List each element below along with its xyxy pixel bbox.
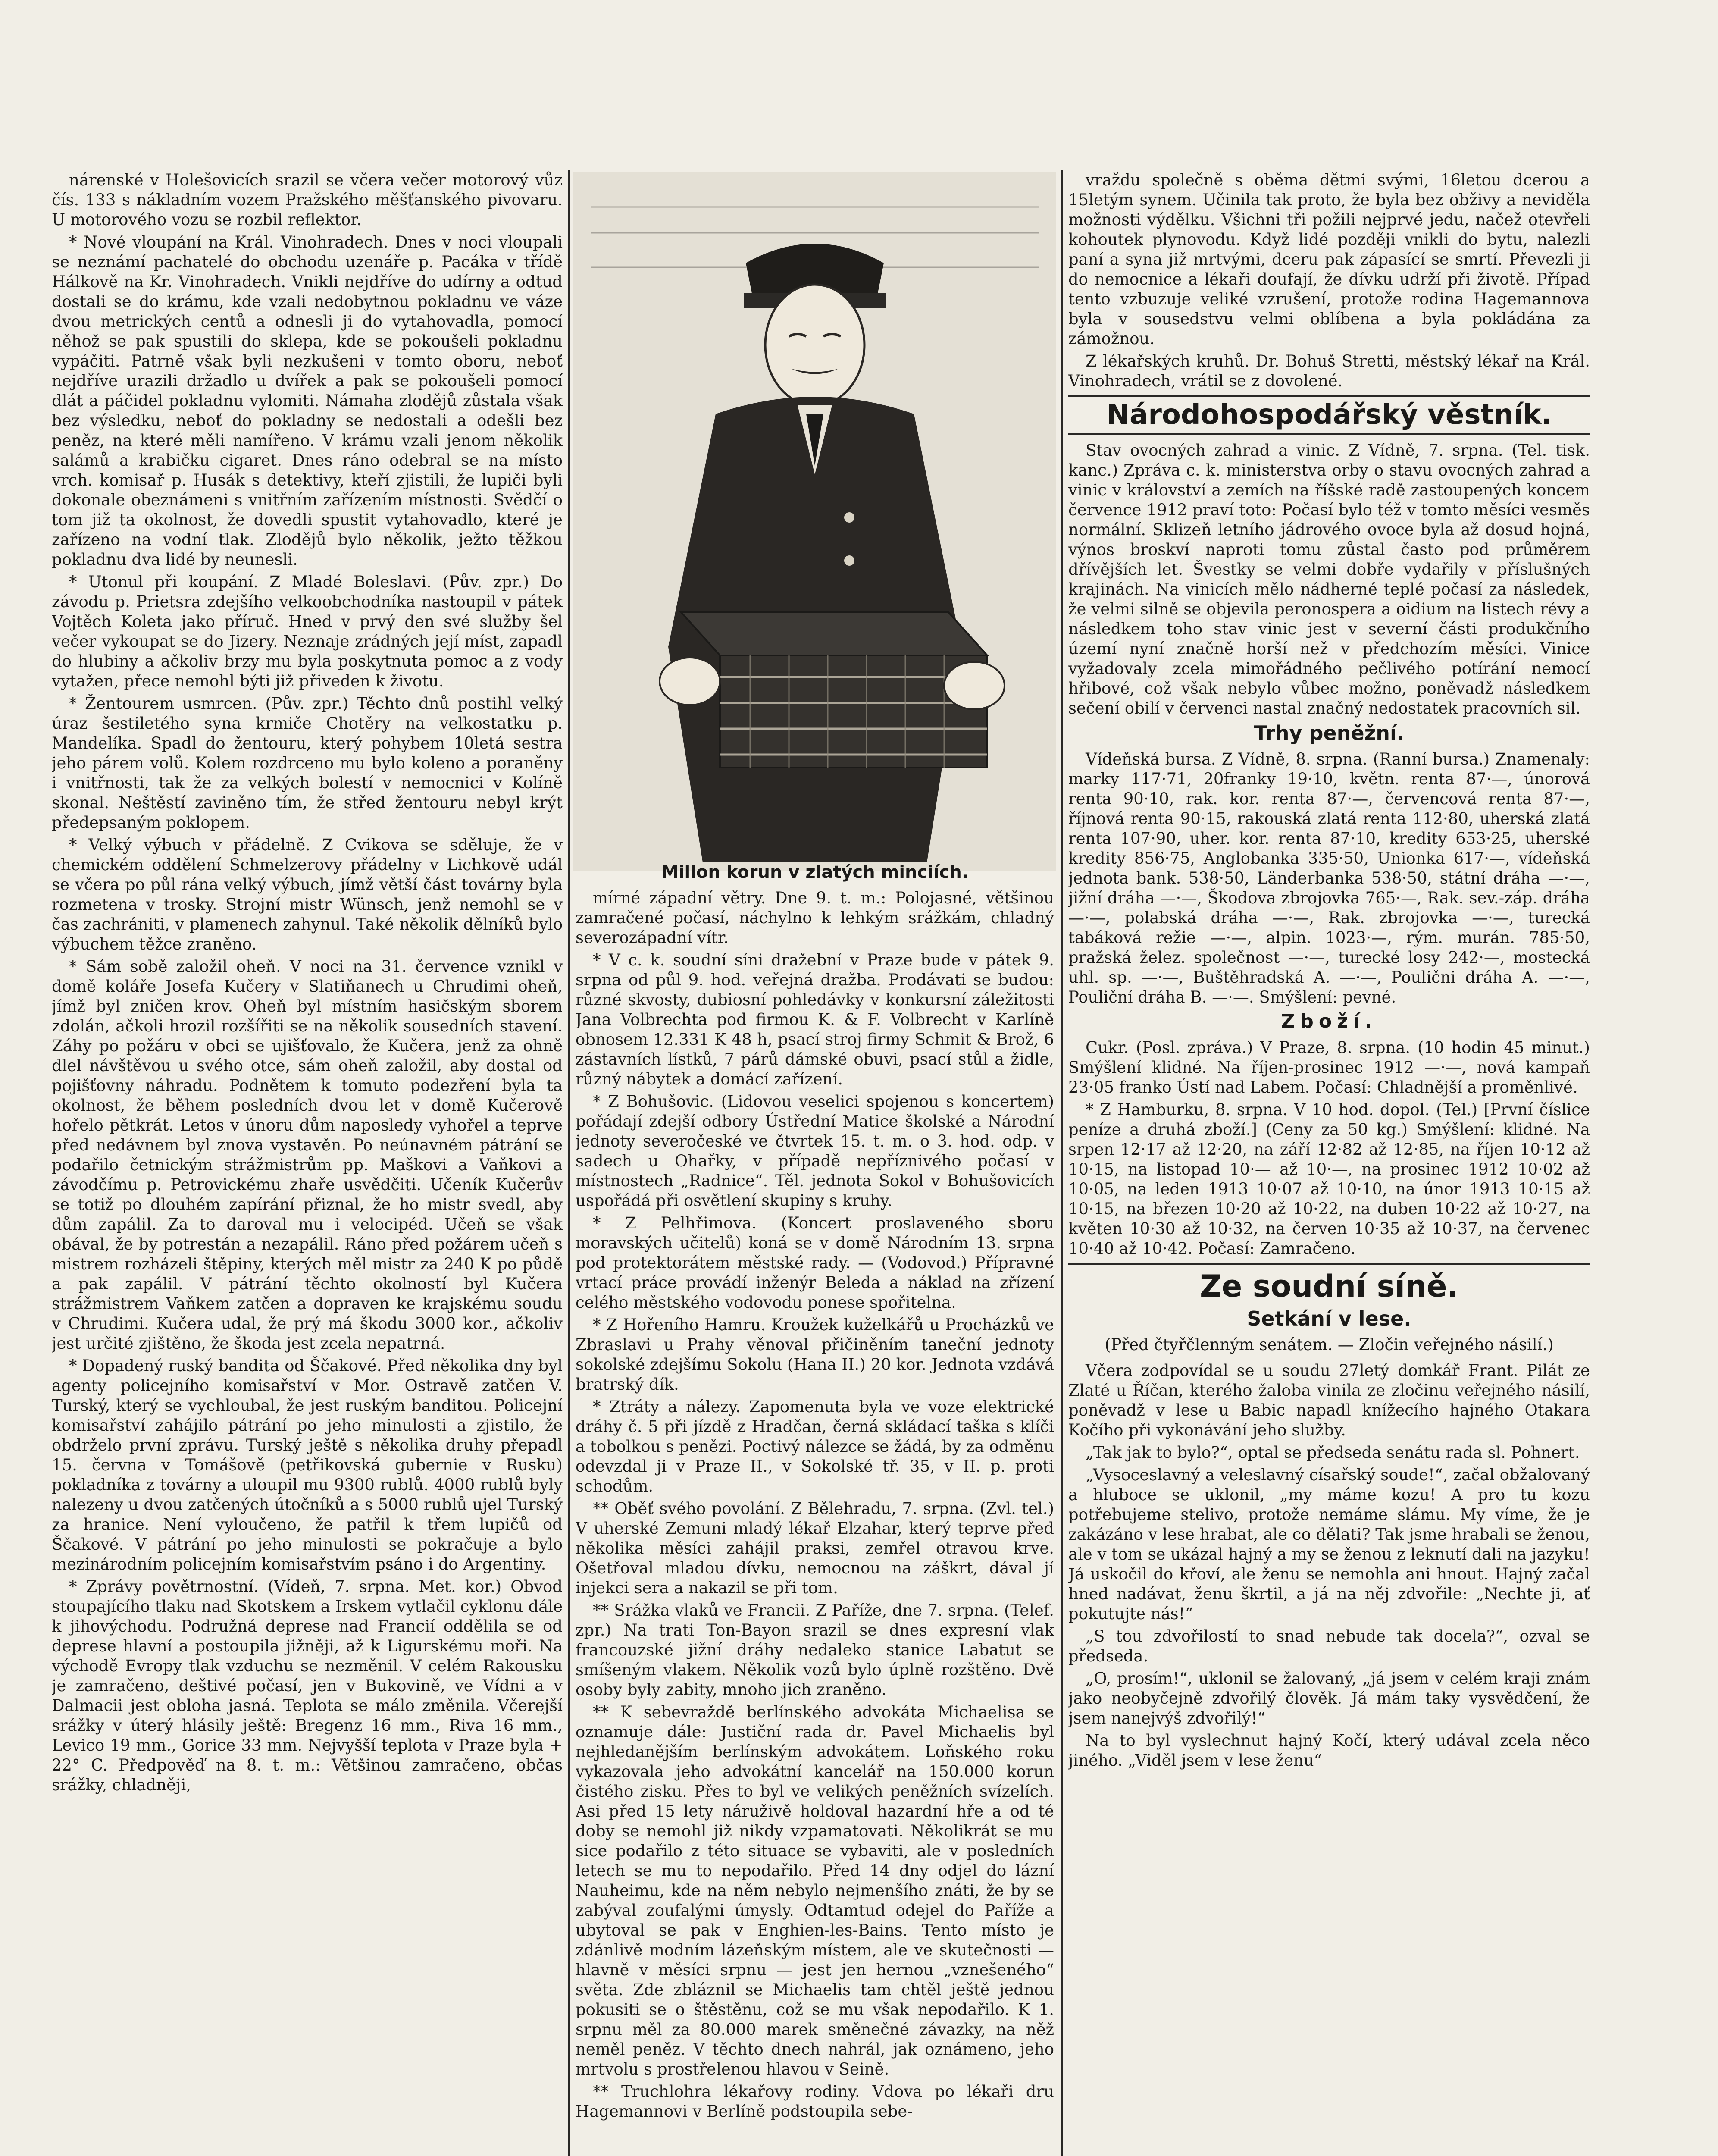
article-paragraph: * Z Hořeního Hamru. Kroužek kuželkářů u Procházků ve Zbraslavi u Prahy věnoval přičiněním taneční jednoty sokolské zdejšímu Sokolu (Hana II.) 20 kor. Jednota vzdává bratrský dík. (576, 1316, 1054, 1394)
section-title-court: Ze soudní síně. (1068, 1263, 1590, 1303)
article-paragraph: ** Truchlohra lékařovy rodiny. Vdova po lékaři dru Hagemannovi v Berlíně podstoupila sebe- (576, 2082, 1054, 2121)
article-paragraph: * Z Bohušovic. (Lidovou veselici spojenou s koncertem) pořádají zdejší odbory Ústřední Matice školské a Národní jednoty severočeské ve čtvrtek 15. t. m. o 3. hod. odp. v sadech u Ohařky, v případě nepříznivého počasí v místnostech „Radnice“. Těl. jednota Sokol v Bohušovicích uspořádá při osvětlení skupiny s kruhy. (576, 1092, 1054, 1210)
court-subtitle: (Před čtyřčlenným senátem. — Zločin veřejného násilí.) (1105, 1335, 1554, 1354)
article-paragraph: Vídeňská bursa. Z Vídně, 8. srpna. (Ranní bursa.) Znamenaly: marky 117·71, 20franky 19·10, květn. renta 87·—, únorová renta 90·10, rak. kor. renta 87·—, červencová renta 87·—, říjnová renta 90·15, rakouská zlatá renta 112·80, uherská zlatá renta 107·90, uher. kor. renta 87·10, kredity 653·25, uherské kredity 856·75, Anglobanka 335·50, Unionka 617·—, vídeňská jednota bank. 538·50, Länderbanka 538·50, státní dráha —·—, jižní dráha —·—, Škodova zbrojovka 765·—, Rak. sev.-záp. dráha —·—, polabská dráha —·—, Rak. zbrojovka —·—, turecká tabáková režie —·—, alpin. 1023·—, rým. murán. 785·50, pražská želez. společnost —·—, turecké losy 242·—, mostecká uhl. sp. —·—, Buštěhradská A. —·—, Poulični dráha A. —·—, Pouliční dráha B. —·—. Smýšlení: pevné. (1068, 750, 1590, 1007)
article-paragraph: * V c. k. soudní síni dražební v Praze bude v pátek 9. srpna od půl 9. hod. veřejná dražba. Prodávati se budou: různé skvosty, dubiosní pohledávky v konkursní záležitosti Jana Volbrechta pod firmou K. & F. Volbrecht v Karlíně obnosem 12.331 K 48 h, psací stroj firmy Schmit & Brož, 6 zástavních lístků, 7 párů dámské obuvi, psací stůl a židle, různý nábytek a domácí zařízení. (576, 951, 1054, 1088)
heading-court-case: Setkání v lese. (1247, 1307, 1411, 1331)
article-paragraph: * Z Pelhřimova. (Koncert proslaveného sboru moravských učitelů) koná se v domě Národním 13. srpna pod protektorátem městské rady. — (Vodovod.) Přípravné vrtací práce provádí inženýr Beleda a náklad na zřízení celého městského vodovodu ponese spořitelna. (576, 1214, 1054, 1312)
article-paragraph: Cukr. (Posl. zpráva.) V Praze, 8. srpna. (10 hodin 45 minut.) Smýšlení klidné. Na říjen-prosinec 1912 —·—, nová kampaň 23·05 franko Ústí nad Labem. Počasí: Chladnější a proměnlivé. (1068, 1038, 1590, 1097)
article-paragraph: * Ztráty a nálezy. Zapomenuta byla ve voze elektrické dráhy č. 5 při jízdě z Hradčan, černá skládací taška s klíči a tobolkou s penězi. Poctivý nálezce se žádá, by za odměnu odevzdal ji v Praze II., v Sokolské tř. 35, v II. p. proti schodům. (576, 1398, 1054, 1495)
article-paragraph: „Tak jak to bylo?“, optal se předseda senátu rada sl. Pohnert. (1086, 1443, 1580, 1462)
article-paragraph: * Utonul při koupání. Z Mladé Boleslavi. (Pův. zpr.) Do závodu p. Prietsra zdejšího velkoobchodníka nastoupil v pátek Vojtěch Koleta jako příruč. Hned v prvý den své služby šel večer vykoupat se do Jizery. Neznaje zrádných její míst, zapadl do hlubiny a ačkoliv brzy mu byla poskytnuta pomoc a z vody vytažen, přece nemohl býti již přiveden k životu. (52, 573, 563, 690)
column-left (52, 170, 563, 2156)
article-paragraph: * Dopadený ruský bandita od Ščakové. Před několika dny byl agenty policejního komisařství v Mor. Ostravě zatčen V. Turský, který se vychloubal, že jest ruským banditou. Policejní komisařství zahájilo pátrání po jeho minulosti a zjistilo, že obdrželo první zprávu. Turský ještě s několika druhy přepadl 15. června v Tomášově (petřikovská gubernie v Rusku) pokladníka z továrny a uloupil mu 9300 rublů. 4000 rublů byly nalezeny u dvou zatčených útočníků a s 5000 rublů ujel Turský za hranice. Není vyloučeno, že patřil k třem lupičů od Ščakové. V pátrání po jeho minulosti se pokračuje a bylo mezinárodním policejním komisařstvím psáno i do Argentiny. (52, 1357, 563, 1573)
heading-goods: Zboží. (1281, 1010, 1377, 1033)
illustration-caption: Millon korun v zlatých minciích. (661, 862, 969, 882)
article-paragraph: ** Oběť svého povolání. Z Bělehradu, 7. srpna. (Zvl. tel.) V uherské Zemuni mladý lékař Elzahar, který teprve před několika měsíci zahájil praksi, zemřel otravou krve. Ošetřoval mladou dívku, nemocnou na záškrt, dával jí injekci sera a nakazil se při tom. (576, 1499, 1054, 1597)
article-paragraph: Na to byl vyslechnut hajný Kočí, který udával zcela něco jiného. „Viděl jsem v lese ženu“ (1068, 1731, 1590, 1770)
article-paragraph: vraždu společně s oběma dětmi svými, 16letou dcerou a 15letým synem. Učinila tak proto, že byla bez obživy a neviděla možnosti výdělku. Všichni tři požili nejprvé jedu, načež otevřeli kohoutek plynovodu. Když lidé později vnikli do bytu, nalezli paní a syna již mrtvými, dceru pak zápasící se smrtí. Převezli ji do nemocnice a lékaři doufají, že dívku udrží při životě. Případ tento vzbuzuje veliké vzrušení, protože rodina Hagemannova byla v sousedstvu velmi oblíbena a byla pokládána za zámožnou. (1068, 171, 1590, 348)
article-paragraph: „O, prosím!“, uklonil se žalovaný, „já jsem v celém kraji znám jako neobyčejně zdvořilý člověk. Já mám taky vysvědčení, že jsem nanejvýš zdvořilý!“ (1068, 1669, 1590, 1728)
article-paragraph: * Žentourem usmrcen. (Pův. zpr.) Těchto dnů postihl velký úraz šestiletého syna krmiče Chotěry na velkostatku p. Mandelíka. Spadl do žentouru, který pohybem 10letá sestra jeho párem volů. Kolem rozdrceno mu bylo koleno a poraněny i vnitřnosti, tak že za velkých bolestí v nemocnici v Kolíně skonal. Neštěstí zaviněno tím, že střed žentouru nebyl krýt předepsaným poklopem. (52, 694, 563, 832)
article-paragraph: * Velký výbuch v přádelně. Z Cvikova se sděluje, že v chemickém oddělení Schmelzerovy přádelny v Lichkově udál se včera po půl rána velký výbuch, jímž větší část továrny byla rozmetena v trosky. Strojní mistr Wünsch, jenž nemohl se v čas zachrániti, v plamenech zahynul. Také několik dělníků bylo výbuchem těžce zraněno. (52, 836, 563, 953)
column-right (1068, 170, 1590, 2156)
article-paragraph: Stav ovocných zahrad a vinic. Z Vídně, 7. srpna. (Tel. tisk. kanc.) Zpráva c. k. ministerstva orby o stavu ovocných zahrad a vinic v království a zemích na říšské radě zastoupených koncem července 1912 praví toto: Počasí bylo též v tomto měsíci vesměs normální. Sklizeň letního jádrového ovoce byla až dosud hojná, výnos broskví naproti tomu zůstal často pod průměrem dřívějších let. Švestky se velmi dobře vydařily v příslušných krajinách. Na vinicích mělo nádherné teplé počasí za následek, že velmi silně se objevila peronospera a oidium na listech révy a následkem toho stav vinic jest v severní části produkčního území nyní značně horší než v předchozím měsíci. Vinice vyžadovaly zcela mimořádného pečlivého potírání nemocí hřibové, což však nebylo vůbec možno, poněvadž následkem sečení obilí v červenci nastal značný nedostatek pracovních sil. (1068, 441, 1590, 718)
heading-markets: Trhy peněžní. (1254, 721, 1405, 745)
article-paragraph: Z lékařských kruhů. Dr. Bohuš Stretti, městský lékař na Král. Vinohradech, vrátil se z dovolené. (1068, 352, 1590, 390)
article-paragraph: * Sám sobě založil oheň. V noci na 31. července vznikl v domě koláře Josefa Kučery v Slatiňanech u Chrudimi oheň, jímž byl zničen krov. Oheň byl místním hasičským sborem zdolán, ačkoli hrozil rozšířiti se na několik sousedních stavení. Záhy po požáru v obci se ujišťovalo, že Kučera, jenž za ohně dlel návštěvou u svého otce, sám oheň založil, aby dostal od pojišťovny náhradu. Podnětem k tomuto podezření byla ta okolnost, že během posledních dvou let v domě Kučerově hořelo pětkrát. Letos v únoru dům naposledy vyhořel a teprve před nedávnem byl znova vystavěn. Po neúnavném pátrání se podařilo četnickým strážmistrům pp. Maškovi a Vaňkovi a závodčímu p. Petrovickému zhaře usvědčiti. Učeník Kučerův se totiž po dlouhém zapírání přiznal, že ho mistr svedl, aby dům zapálil. Za to daroval mu i velocipéd. Učeň se však obával, že by potrestán a nezapálil. Ráno před požárem učeň s mistrem rozházeli štěpiny, kterých měl mistr za 240 K po půdě a pak zapálil. V pátrání těchto okolností byl Kučera strážmistrem Vaňkem zatčen a dopraven ke krajskému soudu v Chrudimi. Kučera udal, že prý má škodu 3000 kor., ačkoliv jest určité zjištěno, že škoda jest zcela nepatrná. (52, 957, 563, 1353)
article-paragraph: Včera zodpovídal se u soudu 27letý domkář Frant. Pilát ze Zlaté u Říčan, kterého žaloba vinila ze zločinu veřejného násilí, poněvadž v lese u Babic napadl knížecího hajného Otakara Kočího při vykonávání jeho služby. (1068, 1361, 1590, 1440)
column-divider (568, 170, 570, 2156)
article-paragraph: * Z Hamburku, 8. srpna. V 10 hod. dopol. (Tel.) [První číslice peníze a druhá zboží.] (Ceny za 50 kg.) Smýšlení: klidné. Na srpen 12·17 až 12·20, na září 12·82 až 12·85, na říjen 10·12 až 10·15, na listopad 10·— až 10·—, na prosinec 1912 10·02 až 10·05, na leden 1913 10·07 až 10·10, na únor 1913 10·15 až 10·15, na březen 10·20 až 10·22, na duben 10·22 až 10·27, na květen 10·30 až 10·32, na červen 10·35 až 10·37, na červenec 10·40 až 10·42. Počasí: Zamračeno. (1068, 1100, 1590, 1258)
man-with-gold-coins-illustration (573, 172, 1056, 871)
article-paragraph: mírné západní větry. Dne 9. t. m.: Polojasné, většinou zamračené počasí, náchylno k lehkým srážkám, chladný severozápadní vítr. (576, 889, 1054, 947)
column-divider (1061, 170, 1063, 2156)
article-paragraph: * Nové vloupání na Král. Vinohradech. Dnes v noci vloupali se neznámí pachatelé do obchodu uzenáře p. Pacáka v třídě Hálkově na Kr. Vinohradech. Vnikli nejdříve do udírny a odtud dostali se do krámu, kde vzali nedobytnou pokladnu ve váze dvou metrických centů a odnesli ji do vytahovadla, pomocí něhož se pak spustili do sklepa, kde se pokoušeli pokladnu vypáčiti. Patrně však byli nezkušeni v tomto oboru, neboť nejdříve urazili držadlo u dvířek a pak se pokoušeli pomocí dlát a páčidel pokladnu vylomiti. Námaha zlodějů zůstala však bez výsledku, neboť do pokladny se nedostali a odešli bez peněz, na které měli namířeno. V krámu vzali jenom několik salámů a krabičku cigaret. Dnes ráno odebral se na místo vrch. komisař p. Husák s detektivy, kteří zjistili, že lupiči byli dokonale obeznámeni s vnitřním zařízením místnosti. Svědčí o tom již ta okolnost, že dovedli spustit vytahovadlo, které je zařízeno na vodní tlak. Zlodějů bylo několik, ježto těžkou pokladnu dva lidé by neunesli. (52, 233, 563, 569)
article-paragraph: * Zprávy povětrnostní. (Vídeň, 7. srpna. Met. kor.) Obvod stoupajícího tlaku nad Skotskem a Irskem vytlačil cyklonu dále k jihovýchodu. Podružná deprese nad Francií oddělila se od deprese hlavní a postoupila jižněji, až k Ligurskému moři. Na východě Evropy tlak vzduchu se nezměnil. V celém Rakousku je zamračeno, deštivé počasí, jen v Bukovině, ve Vídni a v Dalmacii jest obloha jasná. Teplota se málo změnila. Včerejší srážky v úterý hlásily ještě: Bregenz 16 mm., Riva 16 mm., Levico 19 mm., Gorice 33 mm. Nejvyšší teplota v Praze byla + 22° C. Předpověď na 8. t. m.: Většinou zamračeno, občas srážky, chladněji, (52, 1577, 563, 1794)
advertisement-illustration (573, 172, 1056, 871)
article-paragraph: nárenské v Holešovicích srazil se včera večer motorový vůz čís. 133 s nákladním vozem Pražského měšťanského pivovaru. U motorového vozu se rozbil reflektor. (52, 171, 563, 229)
section-title-economy: Národohospodářský věstník. (1068, 395, 1590, 435)
article-paragraph: „S tou zdvořilostí to snad nebude tak docela?“, ozval se předseda. (1068, 1627, 1590, 1666)
article-paragraph: „Vysoceslavný a veleslavný císařský soude!“, začal obžalovaný a hluboce se uklonil, „my máme kozu! A pro tu kozu potřebujeme stelivo, protože nemáme slámu. My víme, že je zakázáno v lese hrabat, ale co dělati? Tak jsme hrabali se ženou, ale v tom se ukázal hajný a my se ženou z leknutí dali na jazyku! Já uskočil do křoví, ale ženu se nemohla ani hnout. Hajný začal hned nadávat, ženu škrtil, a já na něj zdvořile: „Nechte ji, ať pokutujte nás!“ (1068, 1466, 1590, 1623)
column-middle (576, 888, 1054, 2156)
article-paragraph: ** Srážka vlaků ve Francii. Z Paříže, dne 7. srpna. (Telef. zpr.) Na trati Ton-Bayon srazil se dnes expresní vlak francouzské jižní dráhy nedaleko stanice Labatut se smíšeným vlakem. Několik vozů bylo úplně rozštěno. Dvě osoby byly zabity, mnoho jich zraněno. (576, 1601, 1054, 1699)
article-paragraph: ** K sebevraždě berlínského advokáta Michaelisa se oznamuje dále: Justiční rada dr. Pavel Michaelis byl nejhledanějším berlínským advokátem. Loňského roku vykazovala jeho advokátní kancelář na 150.000 korun čistého zisku. Přes to byl ve velikých peněžních svízelích. Asi před 15 lety náruživě holdoval hazardní hře a od té doby se nemohl již nikdy vzpamatovati. Několikrát se mu sice podařilo z této situace se vybaviti, ale v posledních letech se mu to nepodařilo. Před 14 dny odjel do lázní Nauheimu, kde na něm nebylo nejmenšího znáti, že by se zabýval zoufalými úmysly. Odtamtud odejel do Paříže a ubytoval se pak v Enghien-les-Bains. Tento místo je zdánlivě modním lázeňským místem, ale ve skutečnosti — hlavně v měsíci srpnu — jest jen hernou „vznešeného“ světa. Zde zbláznil se Michaelis tam chtěl ještě jednou pokusiti se o štěstěnu, což se mu však nepodařilo. K 1. srpnu měl za 80.000 marek směnečné závazky, na něž neměl peněz. V těchto dnech nahrál, jak oznámeno, jeho mrtvolu s prostřelenou hlavou v Seině. (576, 1703, 1054, 2078)
